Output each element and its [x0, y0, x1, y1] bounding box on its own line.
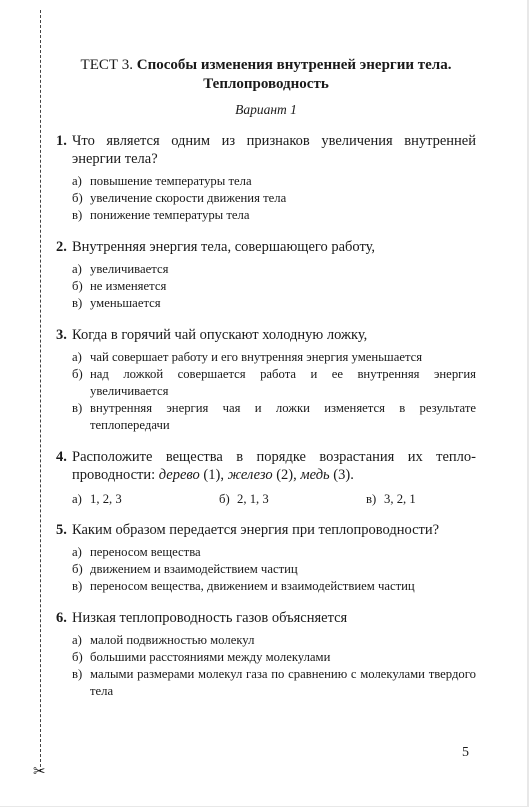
- option-a: [72, 173, 476, 190]
- substance-index: (1),: [199, 467, 228, 483]
- substance-index: (3).: [329, 467, 354, 483]
- question-text: Что является одним из признаков увеличения внутренней энергии тела?: [72, 133, 476, 167]
- option-letter: а): [72, 262, 82, 276]
- option-text: 1, 2, 3: [90, 492, 122, 506]
- option-text: малыми размерами молекул газа по сравнению с молекулами твердого тела: [90, 667, 476, 698]
- option-text: 2, 1, 3: [237, 492, 269, 506]
- option-text: 3, 2, 1: [384, 492, 416, 506]
- option-text: над ложкой совершается работа и ее внутренняя энергия увеличивается: [90, 367, 476, 398]
- option-text: увеличение скорости движения тела: [90, 191, 287, 205]
- question-text: Когда в горячий чай опускают холодную ложку,: [72, 327, 368, 343]
- question-text: [72, 448, 476, 484]
- test-label: ТЕСТ 3.: [80, 57, 134, 73]
- option-b: [72, 561, 476, 578]
- option-a: [72, 544, 476, 561]
- option-c: [72, 400, 476, 434]
- substance-iron: железо: [227, 467, 273, 483]
- option-letter: в): [72, 401, 83, 415]
- option-c: [72, 207, 476, 224]
- option-a: [72, 632, 476, 649]
- option-text: уменьшается: [90, 296, 161, 310]
- test-title: [56, 56, 476, 94]
- option-c: [72, 578, 476, 595]
- option-a: [72, 492, 219, 507]
- question-number: 1.: [56, 133, 67, 149]
- option-b: [219, 492, 366, 507]
- question-2: [56, 238, 476, 312]
- question-number: 4.: [56, 449, 67, 465]
- option-letter: а): [72, 633, 82, 647]
- option-c: [72, 666, 476, 700]
- option-letter: б): [72, 367, 83, 381]
- option-text: большими расстояниями между молекулами: [90, 650, 331, 664]
- title-line1: Способы изменения внутренней энергии тела.: [136, 57, 452, 73]
- question-3: [56, 326, 476, 434]
- question-text: Внутренняя энергия тела, совершающего работу,: [72, 239, 376, 255]
- question-text: Каким образом передается энергия при теплопроводности?: [72, 522, 440, 538]
- question-5: [56, 521, 476, 595]
- question-number: 3.: [56, 327, 67, 343]
- option-letter: а): [72, 545, 82, 559]
- variant-label: Вариант 1: [235, 102, 297, 117]
- option-b: [72, 278, 476, 295]
- option-a: [72, 261, 476, 278]
- substance-index: (2),: [272, 467, 301, 483]
- option-letter: а): [72, 174, 82, 188]
- question-number: 6.: [56, 610, 67, 626]
- option-letter: в): [72, 296, 83, 310]
- option-letter: б): [219, 492, 230, 506]
- question-number: 5.: [56, 522, 67, 538]
- question-6: [56, 609, 476, 700]
- option-b: [72, 190, 476, 207]
- scissors-icon: ✂: [33, 762, 46, 780]
- option-b: [72, 366, 476, 400]
- option-letter: а): [72, 492, 82, 506]
- title-line2: Теплопроводность: [203, 76, 329, 92]
- option-text: чай совершает работу и его внутренняя энергия уменьшается: [90, 350, 423, 364]
- page-number: 5: [462, 745, 469, 760]
- question-4: [56, 448, 476, 507]
- option-a: [72, 349, 476, 366]
- question-text-part: Расположите вещества в порядке возрастания их тепло-проводности:: [72, 449, 476, 483]
- option-text: малой подвижностью молекул: [90, 633, 255, 647]
- option-letter: в): [366, 492, 377, 506]
- option-text: внутренняя энергия чая и ложки изменяется в результате теплопередачи: [90, 401, 476, 432]
- option-letter: в): [72, 208, 83, 222]
- option-letter: б): [72, 191, 83, 205]
- substance-copper: медь: [300, 467, 330, 483]
- option-letter: б): [72, 650, 83, 664]
- option-text: переносом вещества, движением и взаимодействием частиц: [90, 579, 415, 593]
- option-b: [72, 649, 476, 666]
- substance-wood: дерево: [158, 467, 200, 483]
- option-letter: в): [72, 579, 83, 593]
- option-c: [366, 492, 416, 507]
- cut-line: [40, 10, 41, 772]
- question-number: 2.: [56, 239, 67, 255]
- option-text: не изменяется: [90, 279, 167, 293]
- option-text: движением и взаимодействием частиц: [90, 562, 298, 576]
- option-letter: в): [72, 667, 83, 681]
- option-c: [72, 295, 476, 312]
- option-text: повышение температуры тела: [90, 174, 252, 188]
- test-page: [56, 56, 476, 700]
- option-text: понижение температуры тела: [90, 208, 250, 222]
- question-1: [56, 132, 476, 224]
- option-letter: а): [72, 350, 82, 364]
- option-text: переносом вещества: [90, 545, 201, 559]
- option-letter: б): [72, 279, 83, 293]
- question-text: Низкая теплопроводность газов объясняется: [72, 610, 348, 626]
- option-text: увеличивается: [90, 262, 169, 276]
- option-letter: б): [72, 562, 83, 576]
